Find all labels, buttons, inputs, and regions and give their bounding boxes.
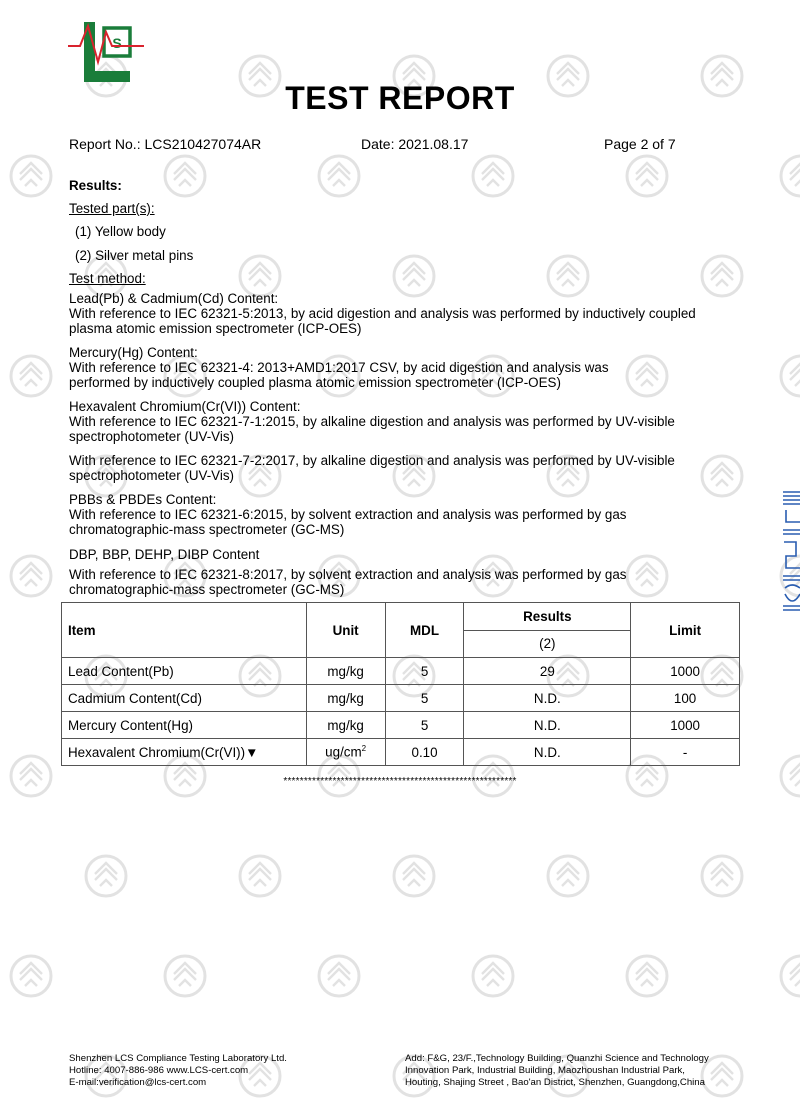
- method-title: DBP, BBP, DEHP, DIBP Content: [69, 547, 260, 562]
- cell-mdl: 5: [385, 658, 464, 685]
- method-line: With reference to IEC 62321-6:2015, by solvent extraction and analysis was performed by gas: [69, 507, 627, 522]
- method-line: chromatographic-mass spectrometer (GC-MS): [69, 582, 345, 597]
- method-line: chromatographic-mass spectrometer (GC-MS): [69, 522, 345, 537]
- cell-item: Mercury Content(Hg): [62, 712, 307, 739]
- table-row: [62, 712, 740, 739]
- cell-mdl: 5: [385, 712, 464, 739]
- cell-limit: -: [631, 739, 740, 766]
- cell-limit: 1000: [631, 712, 740, 739]
- method-line: spectrophotometer (UV-Vis): [69, 429, 234, 444]
- cell-unit: mg/kg: [306, 712, 385, 739]
- tested-part-2: (2) Silver metal pins: [75, 248, 194, 263]
- report-date: Date: 2021.08.17: [361, 136, 469, 152]
- table-row: [62, 739, 740, 766]
- header-results: Results: [464, 603, 631, 631]
- method-line: plasma atomic emission spectrometer (ICP-OES): [69, 321, 362, 336]
- results-table: [61, 602, 740, 766]
- footer-email: E-mail:verification@lcs-cert.com: [69, 1077, 207, 1088]
- cell-result: N.D.: [464, 712, 631, 739]
- footer-address-line: Houting, Shajing Street , Bao'an District, Shenzhen, Guangdong,China: [405, 1077, 705, 1088]
- footer-lab-info: [69, 1053, 287, 1089]
- header-results-sub: (2): [464, 630, 631, 658]
- header-item: Item: [62, 603, 307, 658]
- method-title: Lead(Pb) & Cadmium(Cd) Content:: [69, 291, 279, 306]
- method-title: Mercury(Hg) Content:: [69, 345, 198, 360]
- footer-hotline: Hotline: 4007-886-986 www.LCS-cert.com: [69, 1065, 249, 1076]
- unit-text: ug/cm: [325, 744, 362, 760]
- report-title: TEST REPORT: [285, 80, 515, 116]
- method-line: With reference to IEC 62321-7-2:2017, by alkaline digestion and analysis was performed by UV-visible: [69, 453, 675, 468]
- results-heading: Results:: [69, 178, 122, 193]
- svg-text:S: S: [112, 35, 122, 51]
- cell-mdl: 5: [385, 685, 464, 712]
- footer-address-line: Add: F&G, 23/F.,Technology Building, Quanzhi Science and Technology: [405, 1053, 709, 1064]
- table-row: [62, 658, 740, 685]
- cell-item: Cadmium Content(Cd): [62, 685, 307, 712]
- partial-stamp-seal: [780, 488, 800, 613]
- cell-result: N.D.: [464, 685, 631, 712]
- cell-limit: 100: [631, 685, 740, 712]
- method-line: With reference to IEC 62321-4: 2013+AMD1:2017 CSV, by acid digestion and analysis was: [69, 360, 609, 375]
- cell-item: Lead Content(Pb): [62, 658, 307, 685]
- unit-superscript: 2: [361, 744, 367, 754]
- header-limit: Limit: [631, 603, 740, 658]
- method-line: spectrophotometer (UV-Vis): [69, 468, 234, 483]
- table-header-row: [62, 603, 740, 631]
- tested-parts-heading: Tested part(s):: [69, 201, 155, 216]
- table-row: [62, 685, 740, 712]
- cell-item: Hexavalent Chromium(Cr(VI))▼: [62, 739, 307, 766]
- header-unit: Unit: [306, 603, 385, 658]
- cell-unit: mg/kg: [306, 685, 385, 712]
- cell-mdl: 0.10: [385, 739, 464, 766]
- lcs-logo: [66, 20, 148, 86]
- cell-unit: mg/kg: [306, 658, 385, 685]
- test-method-heading: Test method:: [69, 271, 146, 286]
- report-number: Report No.: LCS210427074AR: [69, 136, 262, 152]
- header-mdl: MDL: [385, 603, 464, 658]
- method-title: PBBs & PBDEs Content:: [69, 492, 217, 507]
- method-line: With reference to IEC 62321-7-1:2015, by alkaline digestion and analysis was performed by UV-visible: [69, 414, 675, 429]
- method-line: performed by inductively coupled plasma atomic emission spectrometer (ICP-OES): [69, 375, 561, 390]
- tested-part-1: (1) Yellow body: [75, 224, 166, 239]
- cell-unit: [306, 739, 385, 766]
- method-line: With reference to IEC 62321-8:2017, by solvent extraction and analysis was performed by gas: [69, 567, 627, 582]
- method-line: With reference to IEC 62321-5:2013, by acid digestion and analysis was performed by inductively coupled: [69, 306, 696, 321]
- page-number: Page 2 of 7: [604, 136, 676, 152]
- cell-result: 29: [464, 658, 631, 685]
- cell-limit: 1000: [631, 658, 740, 685]
- footer-address: [405, 1053, 709, 1089]
- method-title: Hexavalent Chromium(Cr(VI)) Content:: [69, 399, 301, 414]
- end-of-results-marker: *********************************************************: [283, 776, 517, 787]
- cell-result: N.D.: [464, 739, 631, 766]
- footer-lab-name: Shenzhen LCS Compliance Testing Laboratory Ltd.: [69, 1053, 287, 1064]
- footer-address-line: Innovation Park, Industrial Building, Maozhoushan Industrial Park,: [405, 1065, 685, 1076]
